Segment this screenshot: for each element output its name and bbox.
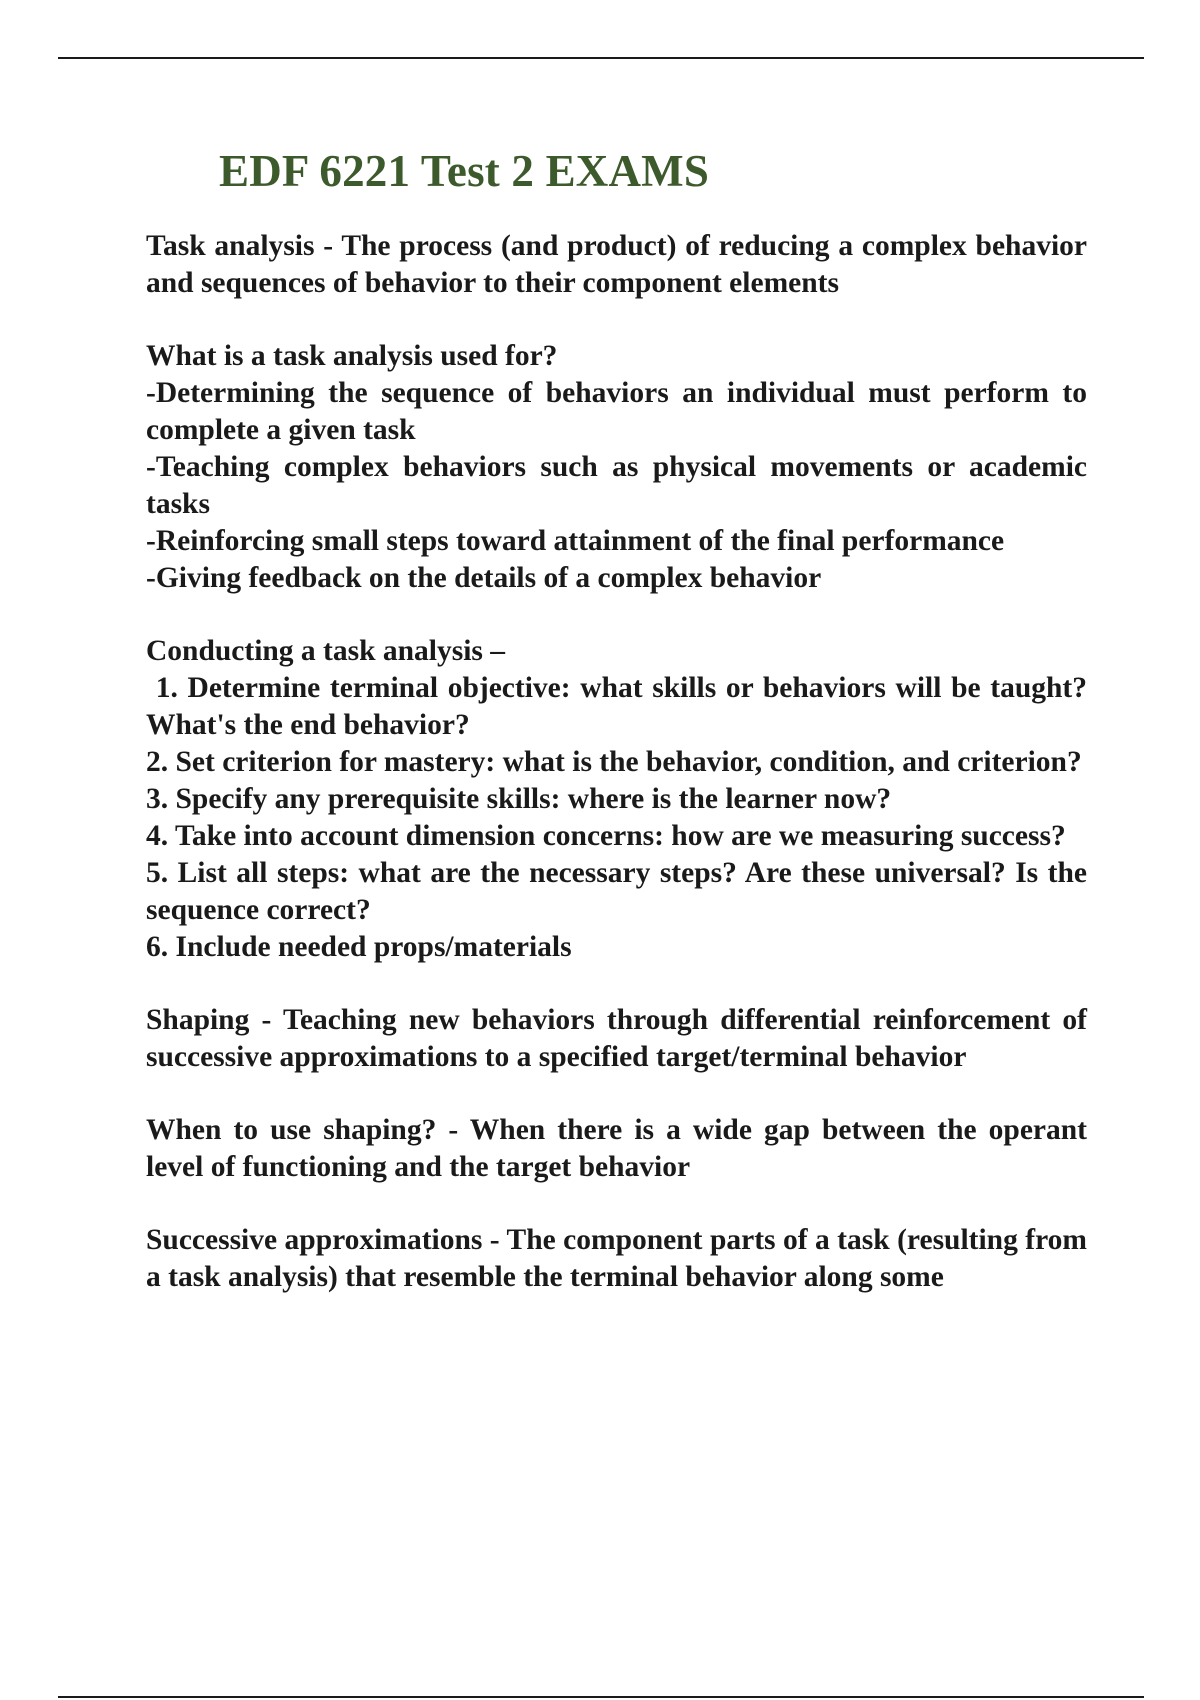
uses-item: -Giving feedback on the details of a complex behavior <box>146 562 822 594</box>
section-task-analysis-uses <box>146 338 1087 597</box>
section-when-to-use-shaping <box>146 1112 1087 1186</box>
conducting-step: 1. Determine terminal objective: what skills or behaviors will be taught? What's the end behavior? <box>146 672 1094 741</box>
uses-item: -Determining the sequence of behaviors an individual must perform to complete a given task <box>146 377 1087 446</box>
conducting-heading: Conducting a task analysis – <box>146 635 506 667</box>
conducting-step: 5. List all steps: what are the necessary steps? Are these universal? Is the sequence correct? <box>146 857 1087 926</box>
conducting-step: 4. Take into account dimension concerns: how are we measuring success? <box>146 820 1066 852</box>
document-body <box>146 228 1094 1332</box>
shaping-definition: Shaping - Teaching new behaviors through differential reinforcement of successive approximations to a specified target/terminal behavior <box>146 1004 1087 1073</box>
when-shaping-definition: When to use shaping? - When there is a wide gap between the operant level of functioning and the target behavior <box>146 1114 1087 1183</box>
section-successive-approximations <box>146 1222 1087 1296</box>
top-rule <box>58 57 1144 59</box>
uses-item: -Teaching complex behaviors such as physical movements or academic tasks <box>146 451 1087 520</box>
section-task-analysis <box>146 228 1087 302</box>
conducting-step: 3. Specify any prerequisite skills: where is the learner now? <box>146 783 892 815</box>
uses-heading: What is a task analysis used for? <box>146 340 558 372</box>
uses-item: -Reinforcing small steps toward attainment of the final performance <box>146 525 1005 557</box>
successive-approximations-definition: Successive approximations - The component parts of a task (resulting from a task analysis) that resemble the terminal behavior along some <box>146 1224 1087 1293</box>
document-title: EDF 6221 Test 2 EXAMS <box>219 146 710 196</box>
section-shaping <box>146 1002 1087 1076</box>
bottom-rule <box>58 1696 1144 1698</box>
conducting-step: 2. Set criterion for mastery: what is the behavior, condition, and criterion? <box>146 746 1082 778</box>
section-conducting-task-analysis <box>146 633 1094 966</box>
task-analysis-definition: Task analysis - The process (and product) of reducing a complex behavior and sequences of behavior to their component elements <box>146 230 1087 299</box>
conducting-step: 6. Include needed props/materials <box>146 931 572 963</box>
